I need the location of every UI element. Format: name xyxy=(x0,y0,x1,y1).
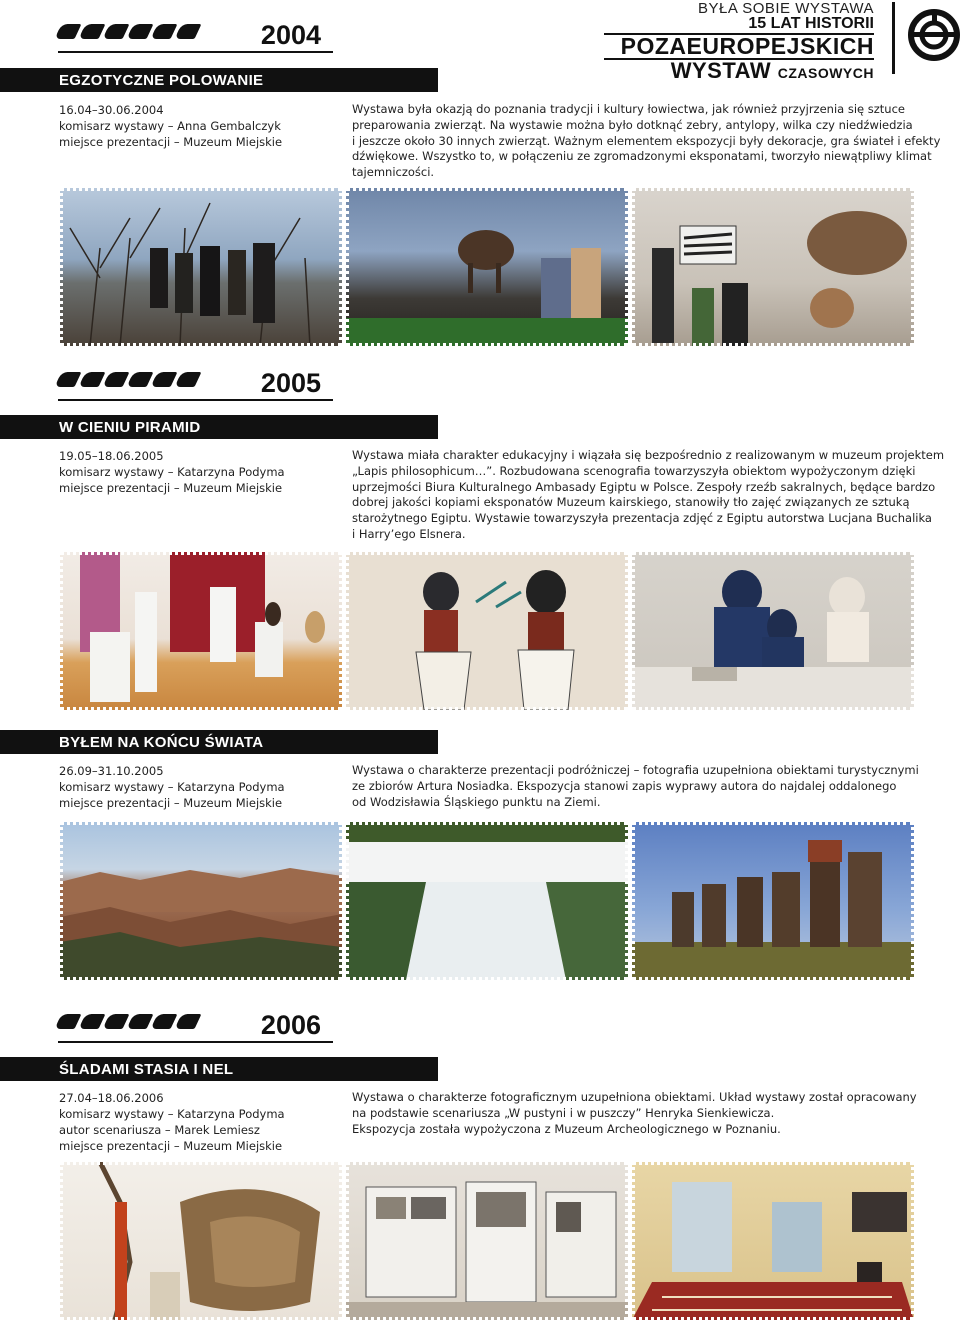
exhibition-meta xyxy=(59,763,339,811)
decorative-slashes-icon xyxy=(58,372,198,387)
exhibition-curator: komisarz wystawy – Katarzyna Podyma xyxy=(59,1107,285,1121)
exhibition-venue: miejsce prezentacji – Muzeum Miejskie xyxy=(59,481,283,495)
masthead-line-4-main: WYSTAW xyxy=(670,58,772,83)
exhibition-description xyxy=(352,763,919,810)
exhibition-meta xyxy=(59,1090,339,1154)
exhibition-meta xyxy=(59,102,339,150)
year-row-2005 xyxy=(58,368,333,414)
description-line: dźwiękowe. Wszystko to, w połączeniu ze zgromadzonymi eksponatami, tworzyło niewątpliwy klimat xyxy=(352,149,932,164)
description-line: Ekspozycja została wypożyczona z Muzeum Archeologicznego w Poznaniu. xyxy=(352,1121,781,1136)
section-title: W CIENIU PIRAMID xyxy=(59,419,201,436)
exhibition-description xyxy=(352,448,945,543)
description-line: „Lapis philosophicum…”. Rozbudowana scenografia towarzyszyła obiektom wypożyczonym dzięki xyxy=(352,463,916,478)
exhibition-curator: komisarz wystawy – Katarzyna Podyma xyxy=(59,780,285,794)
exhibition-venue: miejsce prezentacji – Muzeum Miejskie xyxy=(59,796,283,810)
year-label: 2006 xyxy=(260,1010,321,1040)
photo-moai-statues xyxy=(632,822,914,980)
decorative-slashes-icon xyxy=(58,24,198,39)
exhibition-curator: komisarz wystawy – Anna Gembalczyk xyxy=(59,119,281,133)
description-line: Wystawa miała charakter edukacyjny i wiązała się bezpośrednio z realizowanym w muzeum projektem xyxy=(352,448,945,462)
exhibition-curator: komisarz wystawy – Katarzyna Podyma xyxy=(59,465,285,479)
decorative-slashes-icon xyxy=(58,1014,198,1029)
exhibition-dates: 19.05–18.06.2005 xyxy=(59,449,164,463)
exhibition-description xyxy=(352,102,941,181)
description-line: od Wodzisławia Śląskiego punktu na Ziemi. xyxy=(352,794,601,809)
exhibition-dates: 27.04–18.06.2006 xyxy=(59,1091,164,1105)
section-title-bar xyxy=(0,1057,438,1081)
photo-gallery-sculptures xyxy=(60,552,342,710)
exhibition-description xyxy=(352,1090,917,1137)
description-line: Wystawa była okazją do poznania tradycji i kultury łowiectwa, jak również przyjrzenia się sztuce xyxy=(352,102,905,116)
description-line: uprzejmości Biura Kulturalnego Ambasady Egiptu w Polsce. Zespoły rzeźb sakralnych, będące bardzo xyxy=(352,479,936,494)
exhibition-meta xyxy=(59,448,339,496)
exhibition-venue: miejsce prezentacji – Muzeum Miejskie xyxy=(59,1139,283,1153)
description-line: Wystawa o charakterze prezentacji podróżniczej – fotografia uzupełniona obiektami turystycznymi xyxy=(352,763,919,777)
masthead-line-1: BYŁA SOBIE WYSTAWA xyxy=(698,0,874,17)
masthead xyxy=(604,0,874,82)
exhibition-venue: miejsce prezentacji – Muzeum Miejskie xyxy=(59,135,283,149)
masthead-divider xyxy=(892,2,895,74)
photo-camel-saddle xyxy=(60,1162,342,1320)
description-line: na podstawie scenariusza „W pustyni i w puszczy” Henryka Sienkiewicza. xyxy=(352,1105,775,1120)
description-line: i Harry’ego Elsnera. xyxy=(352,526,466,541)
description-line: ze zbiorów Artura Nosiadka. Ekspozycja stanowi zapis wyprawy autora do najdalej oddalonego xyxy=(352,778,897,793)
description-line: tajemniczości. xyxy=(352,165,435,180)
year-label: 2004 xyxy=(260,20,321,50)
section-title: EGZOTYCZNE POLOWANIE xyxy=(59,72,264,89)
year-label: 2005 xyxy=(260,368,321,398)
description-line: preparowania zwierząt. Na wystawie można było dotknąć zebry, antylopy, wilka czy niedźwiedzia xyxy=(352,117,913,132)
photo-visitors-branches xyxy=(60,188,342,346)
section-title-bar xyxy=(0,68,438,92)
masthead-line-3: POZAEUROPEJSKICH xyxy=(604,35,874,60)
section-title: BYŁEM NA KOŃCU ŚWIATA xyxy=(59,734,264,751)
photo-exhibition-boards xyxy=(346,1162,628,1320)
exhibition-script-author: autor scenariusza – Marek Lemiesz xyxy=(59,1123,260,1137)
photo-trophies-zebra xyxy=(632,188,914,346)
photo-grand-canyon xyxy=(60,822,342,980)
exhibition-dates: 16.04–30.06.2004 xyxy=(59,103,164,117)
exhibition-dates: 26.09–31.10.2005 xyxy=(59,764,164,778)
photo-children-antelope xyxy=(346,188,628,346)
description-line: Wystawa o charakterze fotograficznym uzupełniona obiektami. Układ wystawy został opracowany xyxy=(352,1090,917,1104)
masthead-line-4-suffix: CZASOWYCH xyxy=(777,65,874,81)
description-line: i jeszcze około 30 innych zwierząt. Ważnym elementem ekspozycji były dekoracje, gra świateł i efekty xyxy=(352,133,941,148)
year-row-2006 xyxy=(58,1010,333,1056)
section-title: ŚLADAMI STASIA I NEL xyxy=(59,1061,234,1078)
photo-egyptian-statues xyxy=(632,552,914,710)
description-line: starożytnego Egiptu. Wystawie towarzyszyła prezentacja zdjęć z Egiptu autorstwa Lucjana Buchalika xyxy=(352,511,932,526)
photo-waterfalls xyxy=(346,822,628,980)
photo-tent-interior xyxy=(632,1162,914,1320)
section-title-bar xyxy=(0,730,438,754)
year-row-2004 xyxy=(58,20,333,66)
circular-emblem-icon xyxy=(908,4,960,66)
description-line: dobrej jakości kopiami eksponatów Muzeum kairskiego, stanowiły tło zajęć związanych ze sztuką xyxy=(352,495,910,510)
masthead-line-2: 15 LAT HISTORII xyxy=(604,16,874,35)
photo-egyptian-mural xyxy=(346,552,628,710)
masthead-line-4 xyxy=(604,60,874,82)
section-title-bar xyxy=(0,415,438,439)
